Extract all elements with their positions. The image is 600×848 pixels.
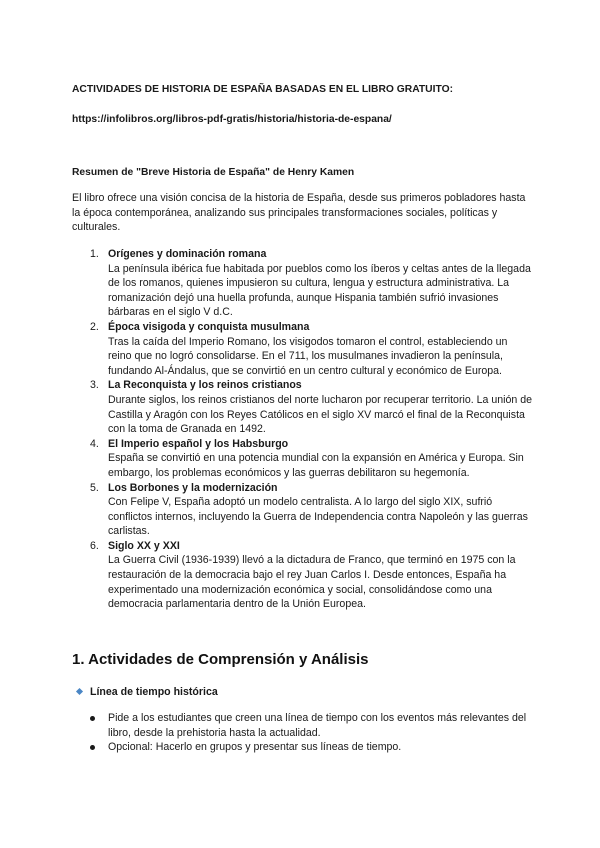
list-item-title: La Reconquista y los reinos cristianos [108,379,302,392]
list-item [72,247,532,320]
activity-bullets [72,711,532,755]
diamond-bullet-icon [76,688,83,695]
sub-heading-label: Línea de tiempo histórica [90,686,218,698]
list-item-title: Orígenes y dominación romana [108,248,267,260]
bullet-dot-icon [90,745,95,750]
bullet-text: Pide a los estudiantes que creen una línea de tiempo con los eventos más relevantes del libro, desde la prehistoria hasta la actualidad. [108,712,527,739]
list-item [72,539,532,612]
document-title: ACTIVIDADES DE HISTORIA DE ESPAÑA BASADAS EN EL LIBRO GRATUITO: [72,84,454,95]
bullet-text: Opcional: Hacerlo en grupos y presentar sus líneas de tiempo. [108,741,402,754]
summary-intro: El libro ofrece una visión concisa de la historia de España, desde sus primeros pobladores hasta la época contemporánea, analizando sus principales transformaciones sociales, políticas y culturales. [72,192,526,234]
list-item-text: Tras la caída del Imperio Romano, los visigodos tomaron el control, estableciendo un reino que no logró consolidarse. En el 711, los musulmanes invadieron la península, fundando Al-Ándalus, que se convirtió en un centro cultural y económico de Europa. [108,335,508,377]
list-item-title: Siglo XX y XXI [108,539,180,552]
list-item [72,481,532,539]
list-item-title: Los Borbones y la modernización [108,481,278,494]
list-item-text: La península ibérica fue habitada por pueblos como los íberos y celtas antes de la llegada de los romanos, quienes impusieron su cultura, lengua y estructura administrativa. La romanización dejó una huella profunda, aunque Hispania también sufrió invasiones bárbaras en el siglo V d.C. [108,262,531,319]
source-url: https://infolibros.org/libros-pdf-gratis/historia/historia-de-espana/ [72,114,392,125]
list-item [72,378,532,436]
bullet-dot-icon [90,716,95,721]
summary-list [72,247,532,612]
list-item-text: Con Felipe V, España adoptó un modelo centralista. A lo largo del siglo XIX, sufrió conflictos internos, incluyendo la Guerra de Independencia contra Napoleón y las guerras carlistas. [108,496,528,538]
list-number: 4. [90,437,99,450]
list-item-title: El Imperio español y los Habsburgo [108,437,289,450]
list-number: 6. [90,539,99,552]
summary-heading: Resumen de "Breve Historia de España" de Henry Kamen [72,167,355,178]
list-item [72,437,532,481]
list-item-text: La Guerra Civil (1936-1939) llevó a la dictadura de Franco, que terminó en 1975 con la restauración de la democracia bajo el rey Juan Carlos I. Desde entonces, España ha experimentado una modernización económica y social, consolidándose como una democracia parlamentaria dentro de la Unión Europea. [108,554,516,611]
list-number: 3. [90,379,99,392]
section-heading: 1. Actividades de Comprensión y Análisis [72,651,369,668]
list-item-text: España se convirtió en una potencia mundial con la expansión en América y Europa. Sin embargo, los problemas económicos y las guerras debilitaron su hegemonía. [108,452,524,479]
list-number: 1. [90,248,99,260]
list-number: 5. [90,481,99,494]
bullet-item [72,711,532,740]
sub-heading [72,685,218,700]
list-item-title: Época visigoda y conquista musulmana [108,320,310,333]
list-item [72,320,532,378]
list-number: 2. [90,320,99,333]
list-item-text: Durante siglos, los reinos cristianos del norte lucharon por recuperar territorio. La unión de Castilla y Aragón con los Reyes Católicos en el siglo XV marcó el final de la Reconquista con la toma de Granada en 1492. [108,393,532,436]
bullet-item [72,740,532,755]
